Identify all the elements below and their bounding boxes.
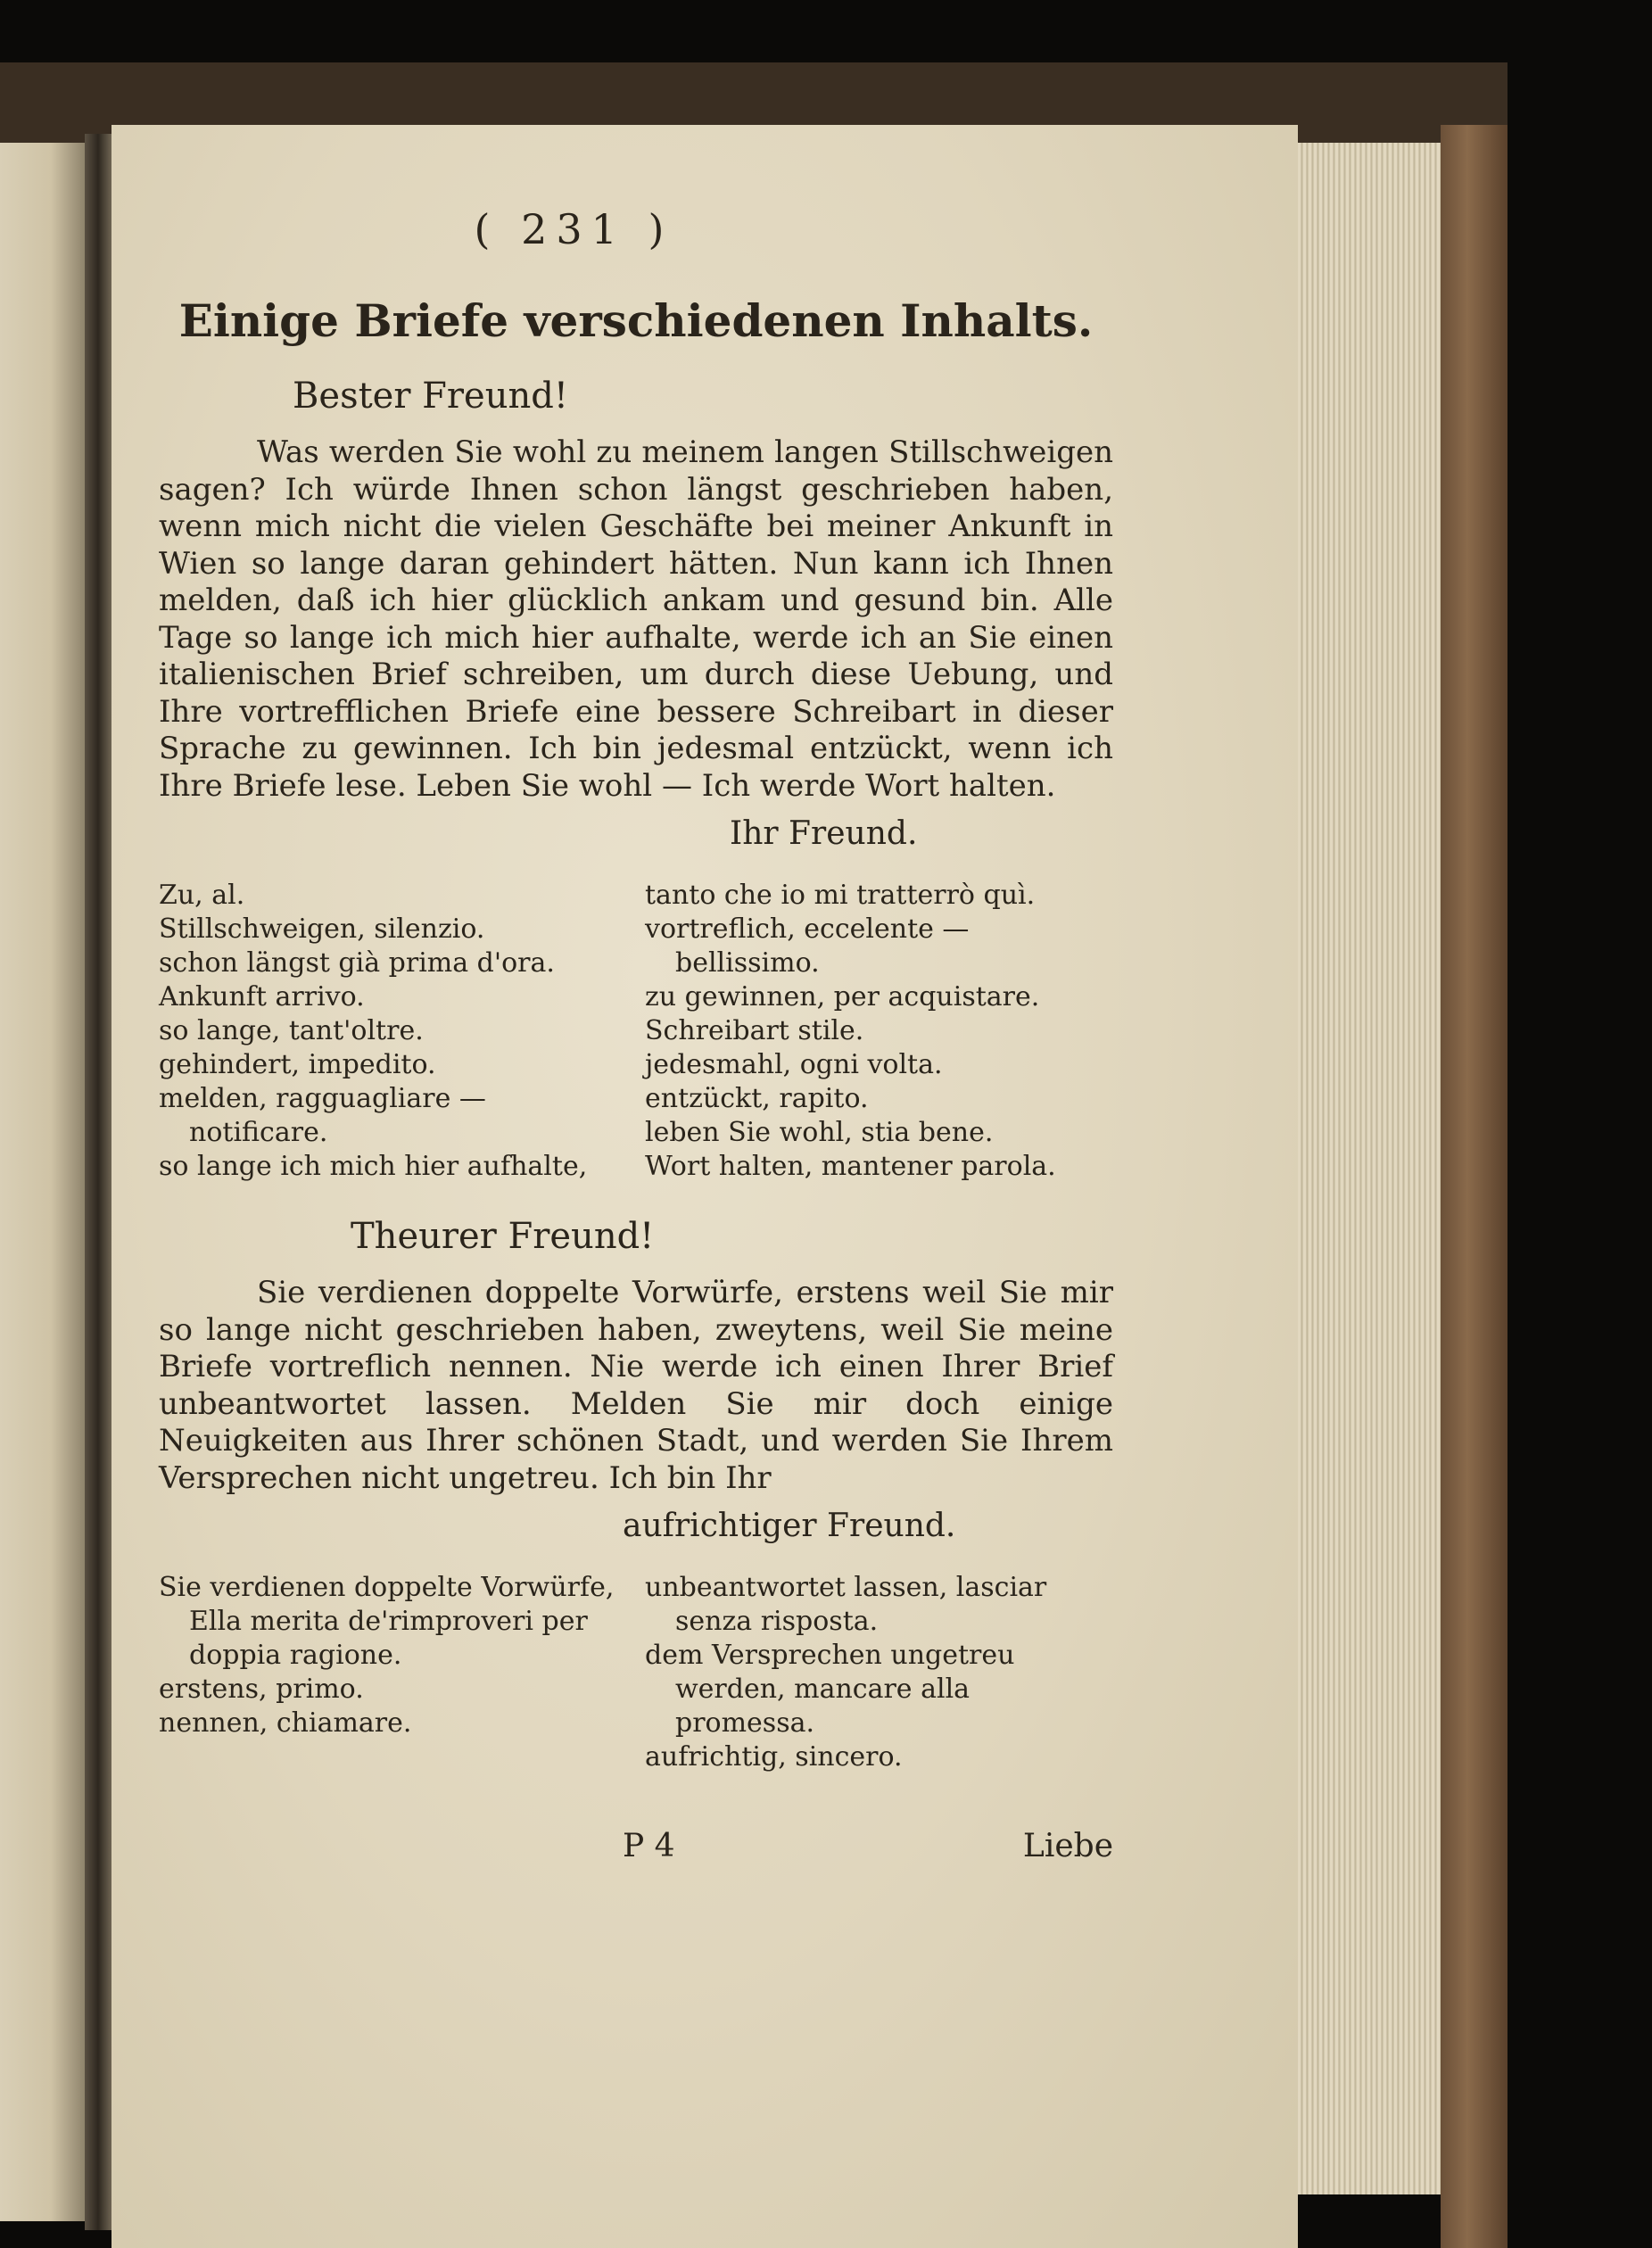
vocab-column-left: [159, 879, 627, 1184]
vocab-item: so lange ich mich hier aufhalte,: [159, 1151, 588, 1182]
letter1-closing: Ihr Freund.: [730, 815, 918, 852]
letter2-body: Sie verdienen doppelte Vorwürfe, erstens weil Sie mir so lange nicht geschrieben haben, zweytens, weil Sie meine Briefe vortreflich nennen. Nie werde ich einen Ihrer Brief unbeantwortet lassen. Melden Sie mir doch einige Neuigkeiten aus Ihrer schönen Stadt, und werden Sie Ihrem Versprechen nicht ungetreu. Ich bin Ihr: [159, 1275, 1113, 1496]
vocab-item: gehindert, impedito.: [159, 1049, 436, 1080]
letter1-body: Was werden Sie wohl zu meinem langen Stillschweigen sagen? Ich würde Ihnen schon längst geschrieben haben, wenn mich nicht die vielen Geschäfte bei meiner Ankunft in Wien so lange daran gehindert hätten. Nun kann ich Ihnen melden, daß ich hier glücklich ankam und gesund bin. Alle Tage so lange ich mich hier aufhalte, werde ich an Sie einen italienischen Brief schreiben, um durch diese Uebung, und Ihre vortrefflichen Briefe eine bessere Schreibart in dieser Sprache zu gewinnen. Ich bin jedesmal entzückt, wenn ich Ihre Briefe lese. Leben Sie wohl — Ich werde Wort halten.: [159, 434, 1113, 804]
letter1-salutation: Bester Freund!: [293, 376, 568, 417]
vocab-item: leben Sie wohl, stia bene.: [645, 1117, 994, 1148]
vocab-item: entzückt, rapito.: [645, 1083, 869, 1114]
page-edges: [1298, 143, 1441, 2194]
vocab-item: nennen, chiamare.: [159, 1707, 412, 1739]
vocab-item: aufrichtig, sincero.: [645, 1741, 903, 1773]
section-title: Einige Briefe verschiedenen Inhalts.: [178, 294, 1094, 347]
vocab-item: Ankunft arrivo.: [159, 981, 365, 1012]
vocab-column-left: [159, 1571, 627, 1774]
book-cover-edge: [1441, 125, 1507, 2248]
page-content: [159, 205, 1113, 1864]
book-gutter: [85, 134, 112, 2230]
letter2-salutation: Theurer Freund!: [351, 1216, 655, 1257]
page-number: ( 231 ): [474, 205, 673, 253]
vocab-item: zu gewinnen, per acquistare.: [645, 981, 1040, 1012]
vocab-item: jedesmahl, ogni volta.: [645, 1049, 943, 1080]
page-footer: [159, 1828, 1113, 1864]
vocab-column-right: [627, 879, 1113, 1184]
vocab-item: vortreflich, eccelente — bellissimo.: [645, 913, 970, 979]
vocab-item: tanto che io mi tratterrò quì.: [645, 880, 1036, 911]
vocab-item: Stillschweigen, silenzio.: [159, 913, 485, 945]
vocab-item: schon längst già prima d'ora.: [159, 947, 555, 979]
vocab-column-right: [627, 1571, 1113, 1774]
vocab-item: Schreibart stile.: [645, 1015, 864, 1046]
catchword: Liebe: [1022, 1828, 1113, 1864]
vocab-item: melden, ragguagliare — notificare.: [159, 1083, 486, 1148]
letter1-vocabulary: [159, 879, 1113, 1184]
vocab-item: erstens, primo.: [159, 1674, 364, 1705]
letter2-vocabulary: [159, 1571, 1113, 1774]
vocab-item: Zu, al.: [159, 880, 245, 911]
vocab-item: unbeantwortet lassen, lasciar senza risposta.: [645, 1572, 1047, 1637]
left-page-edge: [0, 143, 85, 2221]
vocab-item: Sie verdienen doppelte Vorwürfe, Ella merita de'rimproveri per doppia ragione.: [159, 1572, 615, 1671]
vocab-item: dem Versprechen ungetreu werden, mancare alla promessa.: [645, 1640, 1015, 1739]
letter2-closing: aufrichtiger Freund.: [623, 1508, 956, 1544]
signature-mark: P 4: [623, 1828, 675, 1864]
vocab-item: Wort halten, mantener parola.: [645, 1151, 1056, 1182]
vocab-item: so lange, tant'oltre.: [159, 1015, 424, 1046]
